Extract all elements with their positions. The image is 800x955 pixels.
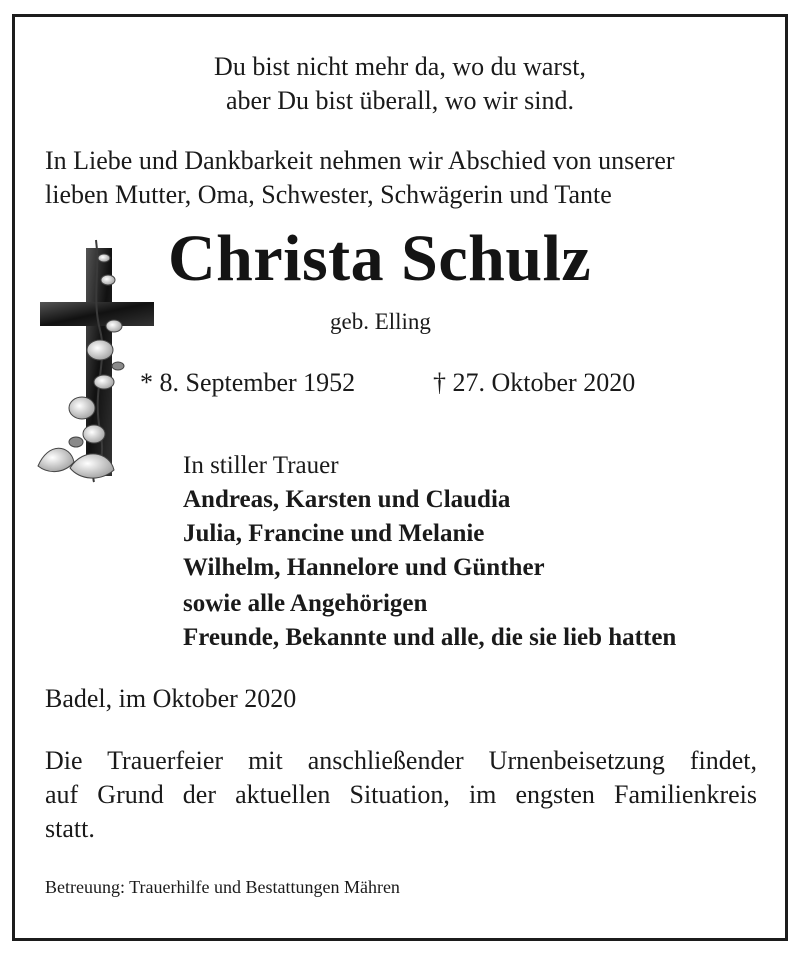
mourner-line: sowie alle Angehörigen bbox=[183, 590, 428, 617]
birth-date: * 8. September 1952 bbox=[140, 368, 356, 397]
cross-with-flowers-icon bbox=[30, 230, 170, 490]
deceased-name: Christa Schulz bbox=[168, 222, 592, 295]
mourner-line: Andreas, Karsten und Claudia bbox=[183, 486, 511, 513]
funeral-notice-line-3: statt. bbox=[45, 814, 95, 843]
mourner-line: Wilhelm, Hannelore und Günther bbox=[183, 554, 545, 581]
mourning-heading: In stiller Trauer bbox=[183, 452, 339, 479]
intro-line-2: lieben Mutter, Oma, Schwester, Schwägerin und Tante bbox=[45, 180, 612, 209]
mourner-line: Julia, Francine und Melanie bbox=[183, 520, 485, 547]
mourner-line: Freunde, Bekannte und alle, die sie lieb hatten bbox=[183, 624, 677, 651]
intro-line-1: In Liebe und Dankbarkeit nehmen wir Abschied von unserer bbox=[45, 146, 675, 175]
poem-line-2: aber Du bist überall, wo wir sind. bbox=[225, 86, 575, 115]
death-date: † 27. Oktober 2020 bbox=[433, 368, 636, 397]
place-date: Badel, im Oktober 2020 bbox=[45, 684, 297, 713]
funeral-home-credit: Betreuung: Trauerhilfe und Bestattungen Mähren bbox=[45, 877, 400, 897]
poem-line-1: Du bist nicht mehr da, wo du warst, bbox=[214, 52, 586, 81]
funeral-notice-line-1: Die Trauerfeier mit anschließender Urnenbeisetzung findet, bbox=[45, 746, 757, 775]
maiden-name: geb. Elling bbox=[330, 309, 431, 334]
funeral-notice-line-2: auf Grund der aktuellen Situation, im engsten Familienkreis bbox=[45, 780, 757, 809]
